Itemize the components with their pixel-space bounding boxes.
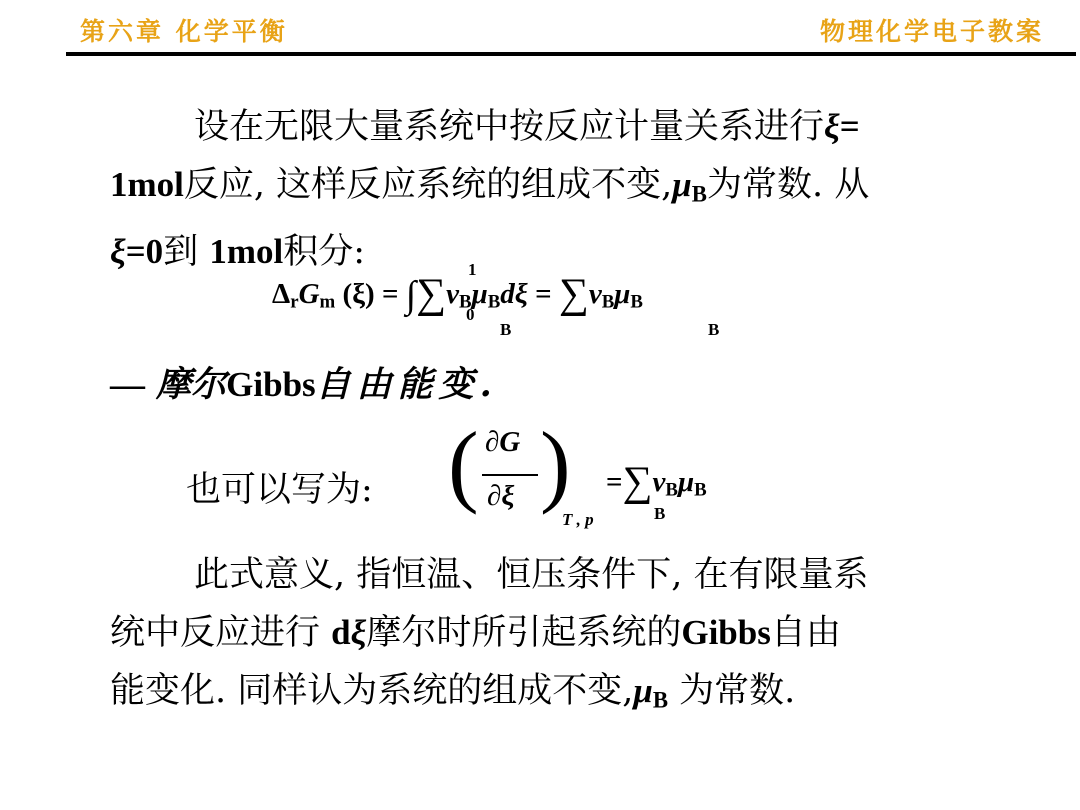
sum-index: B: [654, 504, 666, 523]
header-divider: [66, 52, 1076, 56]
explanation-line-1: 此式意义, 指恒温、恒压条件下, 在有限量系: [194, 555, 869, 595]
fraction-bar: [482, 474, 538, 476]
partial-denominator: ∂ξ: [487, 480, 515, 512]
sum-sign-icon: ∑: [416, 271, 447, 317]
sum-index: B: [708, 320, 720, 339]
explanation-line-2: 统中反应进行 dξ摩尔时所引起系统的Gibbs自由: [110, 613, 841, 653]
sum-sign-icon: ∑: [622, 459, 653, 505]
integral-upper-limit: 1: [468, 260, 477, 279]
eq2-label: 也可以写为:: [186, 470, 373, 510]
integral-sign-icon: ∫: [405, 274, 417, 316]
integral-lower-limit: 0: [466, 305, 475, 324]
partial-numerator: ∂G: [485, 426, 521, 458]
intro-paragraph: [110, 98, 1040, 281]
partial-rhs: $=\sum\nu_B\mu_B$: [606, 459, 707, 505]
explanation-paragraph: [110, 547, 1040, 729]
partial-subscript: T , p: [562, 510, 594, 529]
sum-index: B: [500, 320, 512, 339]
chapter-title: 第六章 化学平衡: [80, 17, 288, 46]
intro-line-1: 设在无限大量系统中按反应计量关系进行ξ=: [194, 107, 860, 147]
intro-line-3: ξ=0到 1mol积分:: [110, 231, 366, 272]
sum-sign-icon: ∑: [558, 271, 589, 317]
right-paren: ): [540, 413, 571, 515]
course-title: 物理化学电子教案: [819, 17, 1044, 46]
explanation-line-3: 能变化. 同样认为系统的组成不变$,\mu_B$ 为常数.: [110, 671, 796, 713]
left-paren: (: [448, 413, 479, 515]
intro-line-2: 1mol反应, 这样反应系统的组成不变$,\mu_B$为常数. 从: [110, 165, 870, 207]
molar-gibbs-equation: $\Delta_rG_m$ $(\xi) = \int\sum\nu_B\mu_Bd\xi = \sum\nu_B\mu_B$: [272, 271, 643, 317]
caption-line: — 摩尔Gibbs自由能变.: [110, 364, 498, 405]
